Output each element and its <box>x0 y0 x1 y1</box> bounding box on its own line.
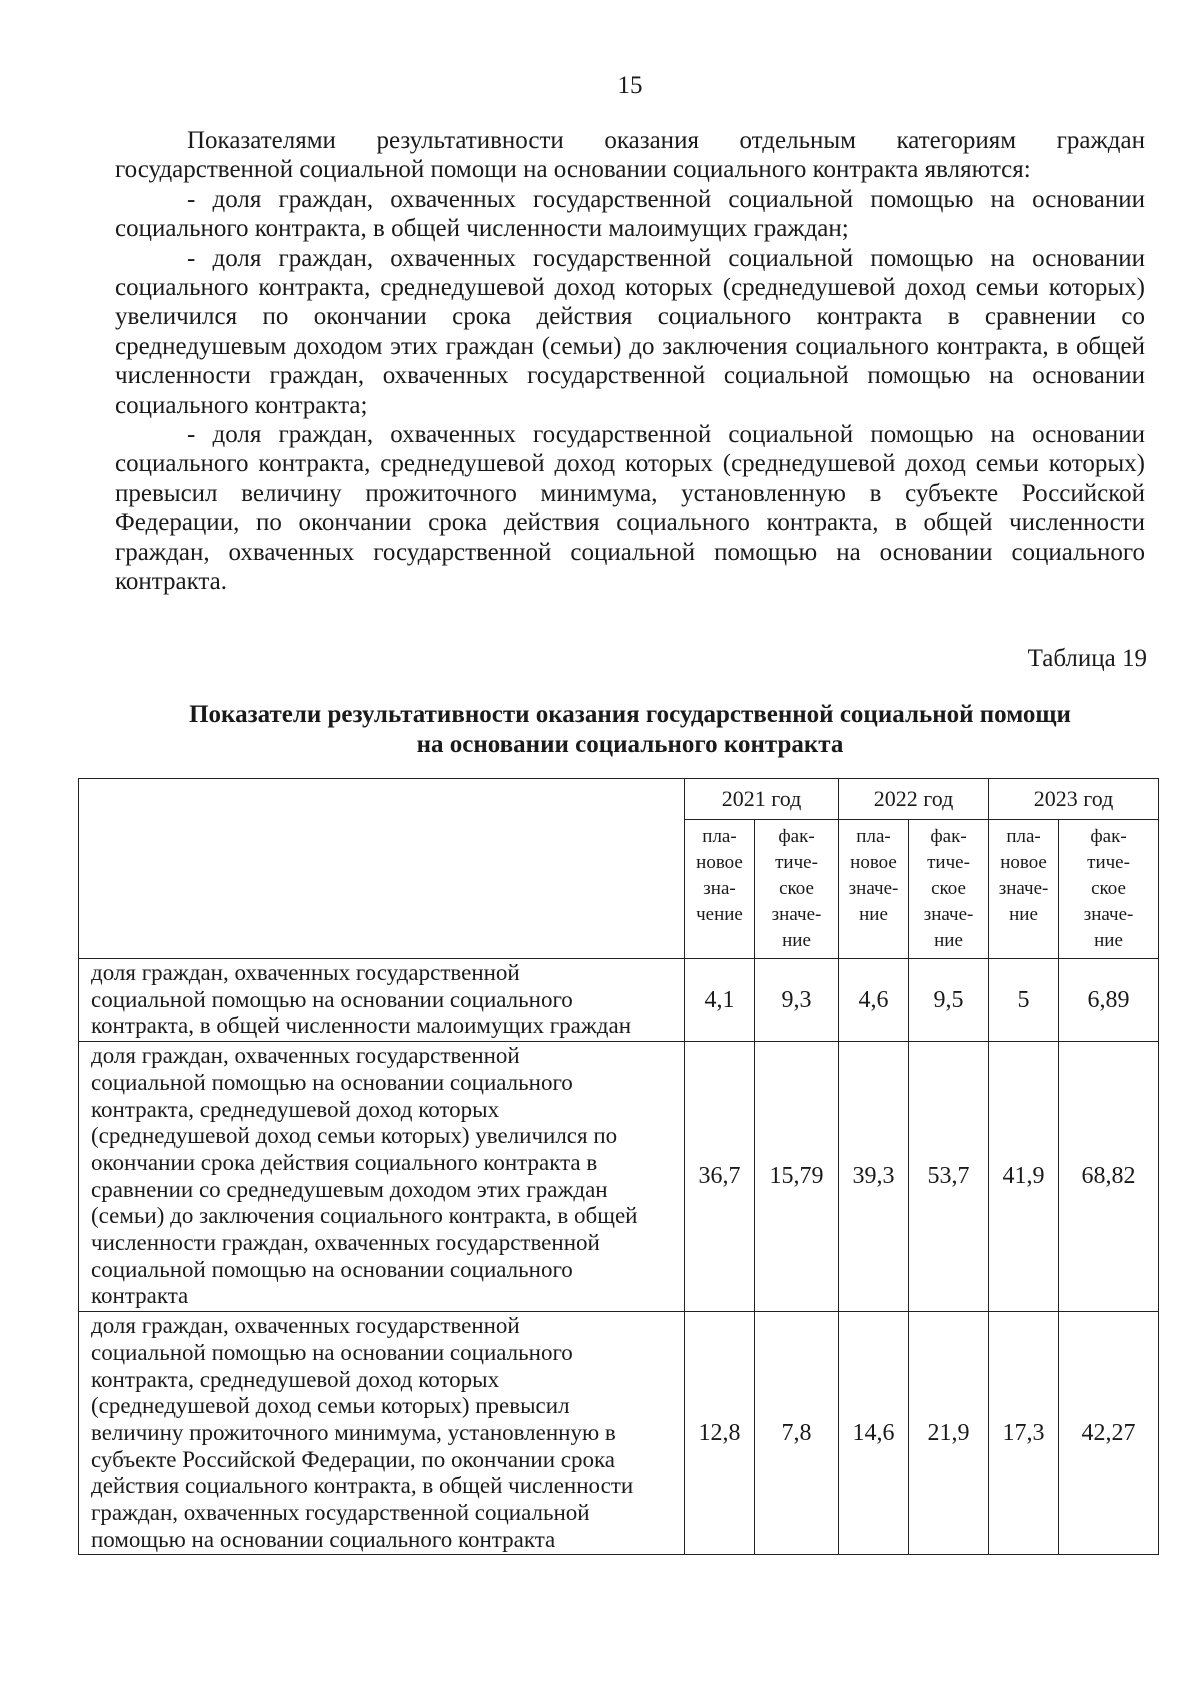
table-row <box>79 1042 1159 1312</box>
value-cell: 12,8 <box>685 1312 755 1555</box>
value-cell: 9,5 <box>909 959 989 1042</box>
year-2021-header: 2021 год <box>685 779 839 820</box>
value-cell: 5 <box>989 959 1059 1042</box>
value-cell: 4,1 <box>685 959 755 1042</box>
paragraph-indicator-3: - доля граждан, охваченных государственной социальной помощью на основании социального контракта, среднедушевой доход которых (среднедушевой доход семьи которых) превысил величину прожиточного минимума, установленную в субъекте Российской Федерации, по окончании срока действия социального контракта, в общей численности граждан, охваченных государственной социальной помощью на основании социального контракта. <box>115 421 1145 596</box>
subheader-2023-fact: фак- тиче- ское значе- ние <box>1059 820 1159 959</box>
value-cell: 42,27 <box>1059 1312 1159 1555</box>
table-title-line-2: на основании социального контракта <box>416 731 844 758</box>
indicator-cell: доля граждан, охваченных государственной социальной помощью на основании социального контракта, среднедушевой доход которых (среднедушевой доход семьи которых) превысил величину прожиточного минимума, установленную в субъекте Российской Федерации, по окончании срока действия социального контракта, в общей численности граждан, охваченных государственной социальной помощью на основании социального контракта <box>79 1312 685 1555</box>
value-cell: 17,3 <box>989 1312 1059 1555</box>
subheader-2023-plan: пла- новое значе- ние <box>989 820 1059 959</box>
year-2023-header: 2023 год <box>989 779 1159 820</box>
subheader-2022-fact: фак- тиче- ское значе- ние <box>909 820 989 959</box>
value-cell: 6,89 <box>1059 959 1159 1042</box>
page-number: 15 <box>617 72 643 99</box>
year-2022-header: 2022 год <box>839 779 989 820</box>
value-cell: 39,3 <box>839 1042 909 1312</box>
value-cell: 9,3 <box>755 959 839 1042</box>
value-cell: 36,7 <box>685 1042 755 1312</box>
value-cell: 53,7 <box>909 1042 989 1312</box>
table-caption: Таблица 19 <box>1027 645 1147 672</box>
value-cell: 15,79 <box>755 1042 839 1312</box>
table-title-line-1: Показатели результативности оказания государственной социальной помощи <box>189 701 1071 728</box>
value-cell: 21,9 <box>909 1312 989 1555</box>
indicator-header-cell <box>79 779 685 959</box>
paragraph-indicator-2: - доля граждан, охваченных государственной социальной помощью на основании социального контракта, среднедушевой доход которых (среднедушевой доход семьи которых) увеличился по окончании срока действия социального контракта в сравнении со среднедушевым доходом этих граждан (семьи) до заключения социального контракта, в общей численности граждан, охваченных государственной социальной помощью на основании социального контракта; <box>115 244 1145 419</box>
indicator-cell: доля граждан, охваченных государственной социальной помощью на основании социального контракта, в общей численности малоимущих граждан <box>79 959 685 1042</box>
table-row <box>79 1312 1159 1555</box>
subheader-2022-plan: пла- новое значе- ние <box>839 820 909 959</box>
value-cell: 7,8 <box>755 1312 839 1555</box>
value-cell: 4,6 <box>839 959 909 1042</box>
value-cell: 68,82 <box>1059 1042 1159 1312</box>
subheader-2021-fact: фак- тиче- ское значе- ние <box>755 820 839 959</box>
subheader-2021-plan: пла- новое зна- чение <box>685 820 755 959</box>
paragraph-intro: Показателями результативности оказания отдельным категориям граждан государственной социальной помощи на основании социального контракта являются: <box>115 127 1145 184</box>
indicators-table <box>78 778 1159 1555</box>
table-title <box>0 700 1200 760</box>
year-header-row <box>79 779 1159 820</box>
value-cell: 14,6 <box>839 1312 909 1555</box>
body-text <box>115 126 1145 597</box>
indicator-cell: доля граждан, охваченных государственной социальной помощью на основании социального контракта, среднедушевой доход которых (среднедушевой доход семьи которых) увеличился по окончании срока действия социального контракта в сравнении со среднедушевым доходом этих граждан (семьи) до заключения социального контракта, в общей численности граждан, охваченных государственной социальной помощью на основании социального контракта <box>79 1042 685 1312</box>
table-row <box>79 959 1159 1042</box>
paragraph-indicator-1: - доля граждан, охваченных государственной социальной помощью на основании социального контракта, в общей численности малоимущих граждан; <box>115 185 1145 243</box>
value-cell: 41,9 <box>989 1042 1059 1312</box>
